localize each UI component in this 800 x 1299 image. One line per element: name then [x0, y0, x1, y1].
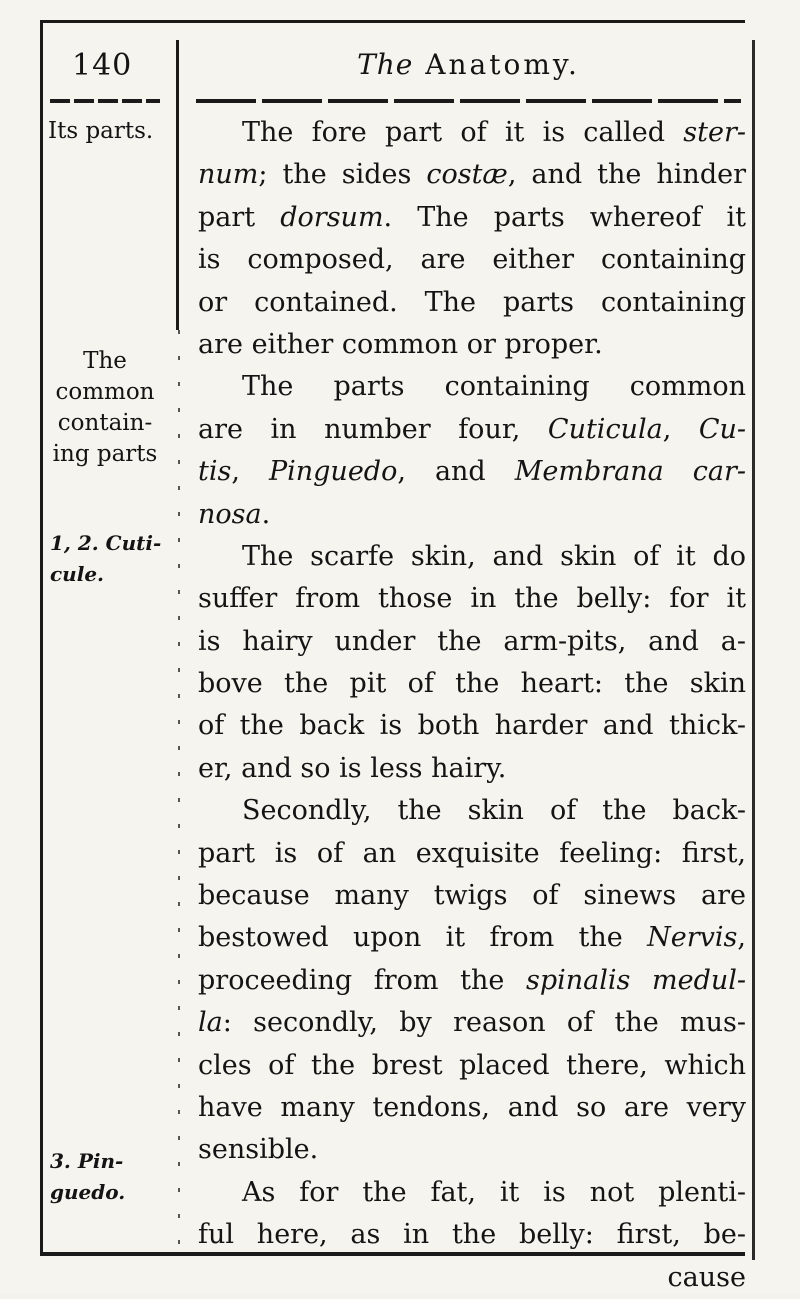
text-segment: suffer from those in the belly: for it — [198, 583, 746, 615]
text-line — [198, 578, 746, 620]
text-segment: , and — [397, 456, 515, 488]
italic-term: spinalis medul- — [525, 964, 746, 996]
margin-note-cuticula — [50, 528, 161, 590]
text-segment: or contained. The parts containing — [198, 286, 746, 318]
text-line — [198, 154, 746, 196]
text-line — [198, 1129, 746, 1171]
right-frame-rule — [752, 40, 755, 1260]
italic-term: ster- — [683, 117, 746, 148]
italic-term: tis — [198, 456, 232, 488]
text-line — [198, 960, 746, 1002]
text-segment: are in number four, — [198, 413, 548, 445]
italic-term: Cuticula — [547, 413, 663, 445]
text-segment: bove the pit of the heart: the skin — [198, 668, 746, 700]
text-segment: , — [662, 413, 699, 445]
text-segment: . — [261, 498, 271, 530]
text-segment: because many twigs of sinews are — [198, 880, 746, 912]
text-segment: ful here, as in the belly: first, be- — [198, 1219, 746, 1251]
text-line — [198, 1172, 746, 1214]
text-segment: The parts containing common — [242, 371, 746, 403]
text-line — [198, 748, 746, 790]
margin-note-line: 1, 2. Cuti- — [50, 531, 162, 555]
text-line — [198, 409, 746, 451]
margin-note-pinguedo — [50, 1146, 125, 1208]
italic-term: dorsum — [280, 201, 384, 233]
text-segment: The scarfe skin, and skin of it do — [242, 540, 746, 572]
text-segment: cause — [667, 1261, 746, 1293]
text-line — [198, 705, 746, 747]
text-segment: bestowed upon it from the — [198, 922, 648, 954]
top-rule — [40, 20, 745, 23]
text-line — [198, 197, 746, 239]
text-line — [198, 451, 746, 493]
italic-term: num — [198, 159, 259, 191]
running-head — [196, 48, 741, 81]
text-segment: are either common or proper. — [198, 328, 603, 360]
margin-note-line: contain- — [57, 410, 153, 436]
margin-note-line: 3. Pin- — [50, 1149, 124, 1173]
text-segment: , and the hinder — [507, 159, 746, 191]
header-underline-right — [196, 99, 741, 103]
margin-note-common-parts — [46, 346, 164, 470]
running-head-the: The — [357, 48, 414, 81]
text-segment: have many tendons, and so are very — [198, 1091, 746, 1123]
margin-note-line: The — [83, 348, 127, 374]
text-segment: part is of an exquisite feeling: first, — [198, 837, 746, 869]
text-segment: , — [737, 922, 746, 954]
text-segment: Secondly, the skin of the back- — [242, 795, 746, 827]
margin-note-line: common — [55, 379, 155, 405]
italic-term: Cu- — [698, 413, 746, 445]
text-segment: cles of the brest placed there, which — [198, 1049, 746, 1081]
text-line — [198, 282, 746, 324]
text-line — [198, 494, 746, 536]
text-line — [198, 239, 746, 281]
margin-note-line: cule. — [50, 562, 105, 586]
text-line — [198, 1045, 746, 1087]
text-line — [198, 324, 746, 366]
text-line — [198, 621, 746, 663]
margin-note-line: ing parts — [52, 441, 158, 467]
text-line — [198, 663, 746, 705]
margin-note-its-parts: Its parts. — [48, 118, 154, 144]
text-line — [198, 536, 746, 578]
margin-note-line: guedo. — [50, 1180, 126, 1204]
left-frame-rule — [40, 20, 43, 1255]
text-segment: As for the fat, it is not plenti- — [242, 1176, 746, 1208]
text-segment: . The parts whereof it — [383, 201, 746, 233]
italic-term: costæ — [426, 159, 508, 191]
text-line — [198, 1002, 746, 1044]
text-segment: er, and so is less hairy. — [198, 752, 507, 784]
text-segment: : secondly, by reason of the mus- — [222, 1007, 746, 1039]
italic-term: la — [198, 1007, 223, 1039]
text-line — [198, 366, 746, 408]
text-segment: sensible. — [198, 1134, 319, 1166]
text-segment: part — [198, 201, 281, 233]
running-head-title: Anatomy. — [425, 48, 580, 81]
text-segment: proceeding from the — [198, 964, 526, 996]
body-text — [198, 112, 746, 1299]
margin-column-dotted-rule — [178, 330, 180, 1250]
text-line — [198, 833, 746, 875]
italic-term: Nervis — [647, 922, 738, 954]
text-segment: The fore part of it is called — [242, 117, 684, 148]
text-segment: of the back is both harder and thick- — [198, 710, 746, 742]
text-line — [198, 112, 746, 154]
header-underline-left — [50, 99, 160, 103]
text-line — [198, 1087, 746, 1129]
text-segment: is hairy under the arm-pits, and a- — [198, 625, 746, 657]
text-line — [198, 790, 746, 832]
margin-column-rule — [176, 40, 179, 330]
text-line — [198, 917, 746, 959]
italic-term: Membrana car- — [514, 456, 746, 488]
page-number: 140 — [72, 48, 133, 83]
text-segment: is composed, are either containing — [198, 244, 746, 276]
italic-term: nosa — [198, 498, 262, 530]
text-segment: , — [231, 456, 269, 488]
text-segment: ; the sides — [258, 159, 427, 191]
italic-term: Pinguedo — [268, 456, 398, 488]
text-line — [198, 875, 746, 917]
text-line — [198, 1214, 746, 1256]
